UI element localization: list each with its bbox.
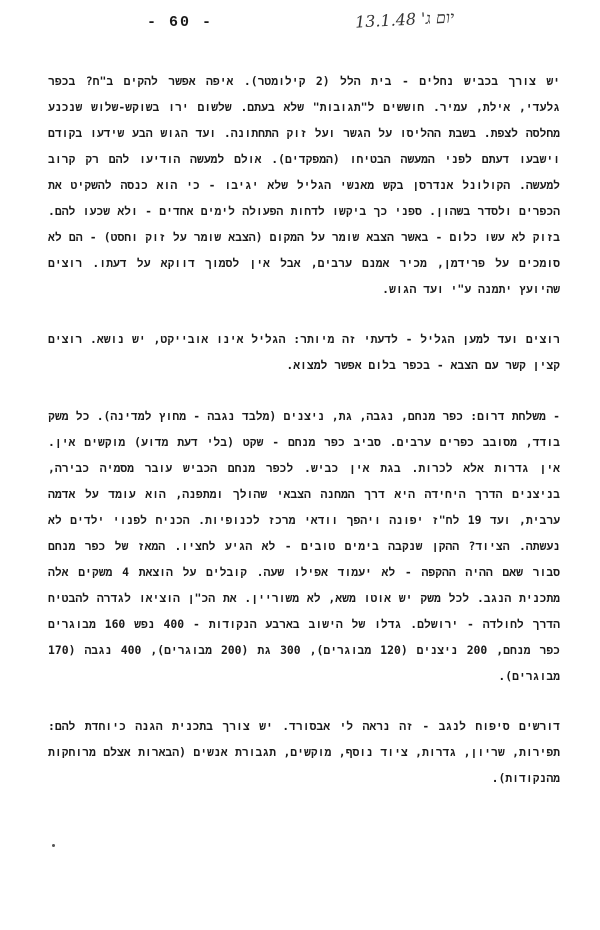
stray-mark	[52, 844, 55, 847]
handwritten-date-annotation: יום ג' 13.1.48	[354, 7, 455, 32]
document-body	[48, 68, 560, 815]
page-number: - 60 -	[146, 14, 213, 31]
paragraph-galilee-committee: רוצים ועד למען הגליל - לדעתי זה מיותר: הגליל אינו אובייקט, יש נושא. רוצים קצין קשר עם הצבא - בכפר בלום אפשר למצוא.	[48, 332, 560, 372]
paragraph-galilee-road: יש צורך בכביש נחלים - בית הלל (2 קילומטר). איפה אפשר להקים ב"ח? בכפר גלעדי, אילת, עמיר. חוששים ל"תגובות" שלא בעתם. שלשום ירו בשוקש-שלוש שנכנע מחלסה לצפת. בשבת ההליסו על הגשר ועל זוק התחתונה. ועד הגוש הבע שידעו בקודם וישבעו דעתם לפני המעשה הבטיחו (המפקדים). אולם למעשה הודיעו להם רק קרוב למעשה. הקולונל אנדרסן בקש מאנשי הגליל שלא יגיבו - כי הוא כנסה להשקיט את הכפרים ולסדר בשהון. ספני כך ביקשו לדחות הפעולה לימים אחדים - ולא שכעו להם. בזוק לא עשו כלום - באשר הצבא שומר על המקום (הצבא שומר על זוק וחסט) - הם לא סומכים על פרידמן, מכיר אמנם ערבים, אבל אין לסמוך דווקא על דעתו. רוצים שהיועץ יתמנה ע"י ועד הגוש.	[48, 74, 560, 296]
paragraph-south-delegation: - משלחת דרום: כפר מנחם, נגבה, גת, ניצנים (מלבד נגבה - מחוץ למדינה). כל משק בודד, מסובב כפרים ערבים. סביב כפר מנחם - שקט (בלי דעת מדוע) מוקשים אין. אין גדרות אלא לכרות. בגת אין כביש. לכפר מנחם הכביש עובר מסמיה כבירה, בניצנים הדרך היחידה היא דרך המחנה הצבאי שהולך ומתפנה, הוא עומד על אדמה ערבית, ועד 19 לח"ז יפונה ויהפך וודאי מרכז לכנופיות. הכניח לפנוי ילדים לא נעשתה. הציוד? ההקן שנקבה בימים טובים - לא הגיע לחציו. המאז של כפר מנחם סבור שאם ההיה ההקפה - לא יעמוד אפילו שעה. קובלים על הוצאת 4 משקים אלה מתכנית הנגב. לכל משק יש אוטו משא, לא משוריין. את הכ"ן הוציאו לגדרה להבטיח הדרך לחולדה - ירושלם. גדלו של הישוב בארבע הנקודות - 400 נפש 160 מבוגרים כפר מנחם, 200 ניצנים (120 מבוגרים), 300 גת (200 מבוגרים), 400 נגבה (170 מבוגרים).	[48, 409, 560, 683]
paragraph-negev-annexation: דורשים סיפוח לנגב - זה נראה לי אבסורד. יש צורך בתכנית הגנה כיוחדת להם: תפירות, שריון, גדרות, ציוד נוסף, מוקשים, תגבורת אנשים (הבארות אצלם מרוחקות מהנקודות).	[48, 719, 560, 785]
